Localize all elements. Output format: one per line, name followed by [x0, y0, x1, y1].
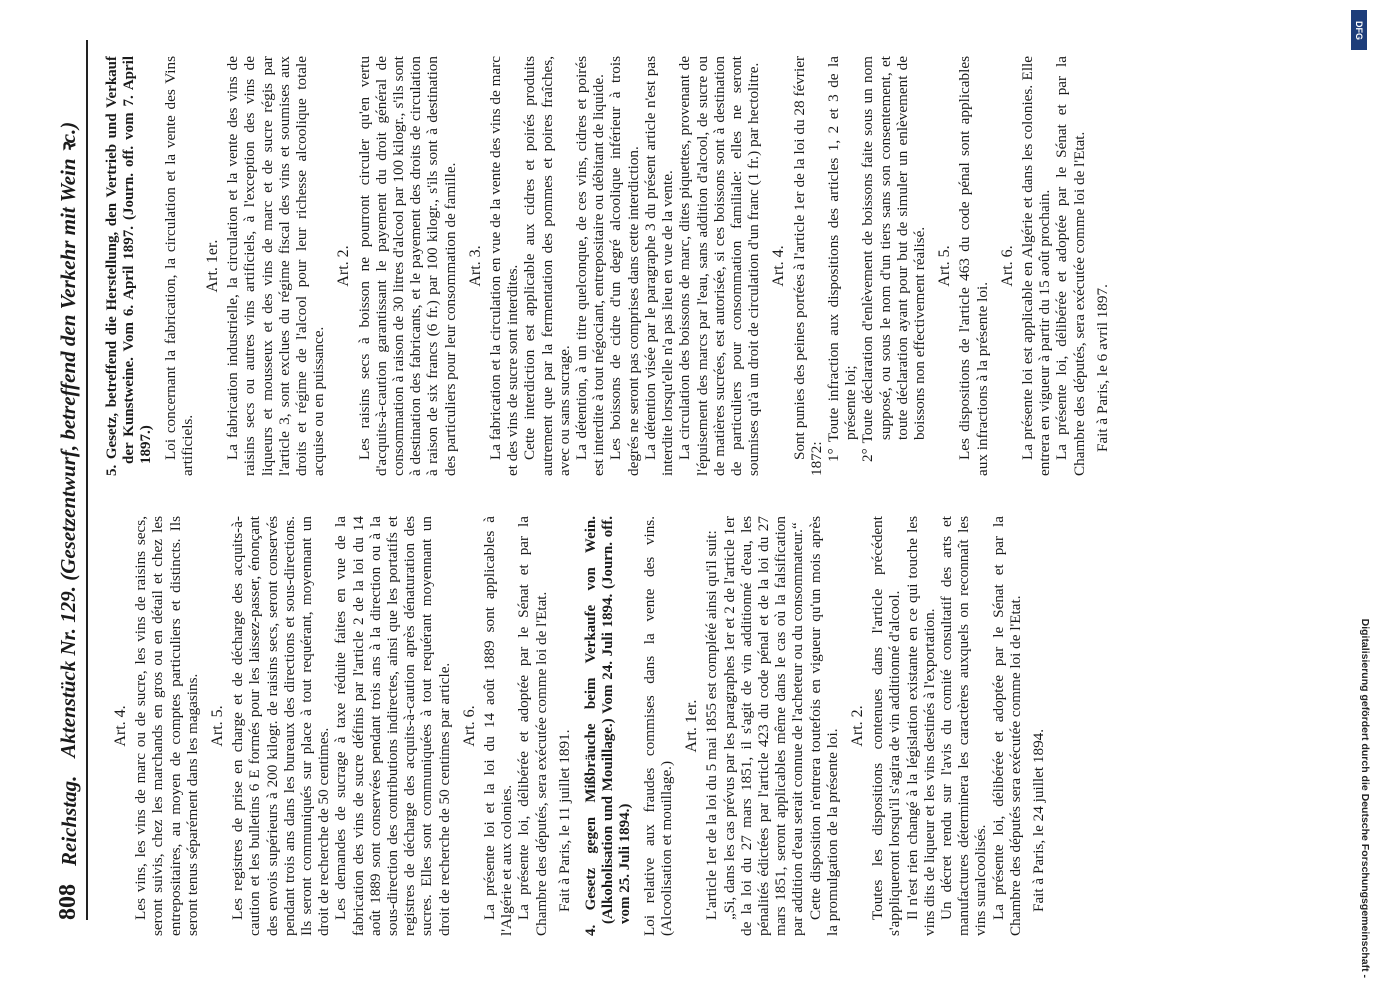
paragraph: L'article 1er de la loi du 5 mai 1855 est complété ainsi qu'il suit: [703, 530, 721, 920]
dfg-logo: DFG [1351, 10, 1367, 50]
article-heading: Art. 6. [998, 245, 1016, 287]
signature-date: Fait à Paris, le 24 juillet 1894. [1029, 728, 1047, 912]
paragraph: Il n'est rien changé à la législation existante en ce qui touche les vins dits de liqueur et les vins destinés à l'exportation. [903, 516, 938, 936]
right-column [104, 56, 1274, 476]
running-head-title: Aktenstück Nr. 129. (Gesetzentwurf, betreffend den Verkehr mit Wein ꝛc.) [56, 121, 80, 758]
article-heading: Art. 4. [770, 245, 788, 287]
paragraph: Un décret rendu sur l'avis du comité consultatif des arts et manufactures déterminera les caractères auxquels on reconnaît les vins suralcoolisés. [937, 516, 990, 936]
digitization-note: Digitalisierung gefördert durch die Deutsche Forschungsgemeinschaft - [1359, 618, 1371, 978]
paragraph: La présente loi, délibérée et adoptée par le Sénat et par la Chambre des députés sera exécutée comme loi de l'Etat. [989, 516, 1024, 936]
paragraph: Les vins, les vins de marc ou de sucre, les vins de raisins secs, seront suivis, chez les marchands en gros ou en détail et chez les entrepositaires, au moyen de comptes particuliers et distincts. Ils seront tenus séparément dans les magasins. [132, 516, 201, 936]
paragraph: Sont punies des peines portées à l'article 1er de la loi du 28 février 1872: [790, 56, 825, 476]
paragraph: Cette disposition n'entrera toutefois en vigueur qu'un mois après la promulgation de la présente loi. [806, 516, 841, 936]
paragraph: La fabrication industrielle, la circulation et la vente des vins de raisins secs ou autres vins artificiels, à l'exception des vins de liqueurs et mousseux et des vins de marc et de sucre régis par l'article 3, sont exclues du régime fiscal des vins et soumises aux droits et régime de l'alcool pour leur richesse alcoolique totale acquise ou en puissance. [224, 56, 328, 476]
article-heading: Art. 2. [335, 245, 353, 287]
running-head-reichstag: Reichstag. [57, 775, 81, 866]
page-header [48, 40, 88, 920]
paragraph: Les dispositions de l'article 463 du code pénal sont applicables aux infractions à la présente loi. [956, 56, 991, 476]
paragraph: Toutes les dispositions contenues dans l'article précédent s'appliqueront lorsqu'il s'agira de vin additionné d'alcool. [869, 516, 904, 936]
paragraph: La détention, à un titre quelconque, de ces vins, cidres et poirés est interdite à tout négociant, entrepositaire ou débitant de liquide. [573, 56, 608, 476]
paragraph: Les boissons de cidre d'un degré alcoolique inférieur à trois degrés ne seront pas comprises dans cette interdiction. [607, 56, 642, 476]
list-item: 1° Toute infraction aux dispositions des articles 1, 2 et 3 de la présente loi; [824, 56, 860, 462]
signature-date: Fait à Paris, le 6 avril 1897. [1093, 284, 1111, 452]
paragraph: Les raisins secs à boisson ne pourront circuler qu'en vertu d'acquits-à-caution garantissant le payement du droit général de consommation à raison de 30 litres d'alcool par 100 kilogr., s'ils sont à destination des fabricants, et le payement des droits de circulation à raison de six francs (6 fr.) par 100 kilogr., s'ils sont à destination des particuliers pour leur consommation de famille. [355, 56, 459, 476]
paragraph: La présente loi est applicable en Algérie et dans les colonies. Elle entrera en vigueur à partir du 15 août prochain. [1018, 56, 1054, 476]
law-title: 5. Gesetz, betreffend die Herstellung, den Vertrieb und Verkauf der Kunstweine. Vom 6. April 1897. (Journ. off. vom 7. April 1897.) [104, 56, 155, 476]
paragraph: La circulation des boissons de marc, dites piquettes, provenant de l'épuisement des marcs par l'eau, sans addition d'alcool, de sucre ou de matières sucrées, est autorisée, si ces boissons sont à destination de particuliers pour consommation familiale: elles ne seront soumises qu'à un droit de circulation d'un franc (1 fr.) par hectolitre. [676, 56, 763, 476]
paragraph: La présente loi, délibérée et adoptée par le Sénat et par la Chambre des députés, sera exécutée comme loi de l'Etat. [1053, 56, 1088, 476]
article-heading: Art. 5. [209, 705, 227, 747]
article-heading: Art. 3. [466, 245, 484, 287]
paragraph: Les demandes de sucrage à taxe réduite faites en vue de la fabrication des vins de sucre définis par l'article 2 de la loi du 14 août 1889 sont conservées pendant trois ans à la direction ou à la sous-direction des contributions indirectes, ainsi que les portatifs et registres de décharge des acquits-à-caution après dénaturation des sucres. Elles sont communiquées à tout requérant moyennant un droit de recherche de 50 centimes par article. [332, 516, 453, 936]
article-heading: Art. 6. [460, 705, 478, 747]
digitization-sidebar [1349, 0, 1377, 1000]
law-title: 4. Gesetz gegen Mißbräuche beim Verkaufe von Wein. (Alkoholisation und Mouillage.) Vom 24. Juli 1894. (Journ. off. vom 25. Juli 1894.) [583, 516, 634, 936]
paragraph: Cette interdiction est applicable aux cidres et poirés produits autrement que par la fermentation des pommes et poires fraîches, avec ou sans sucrage. [521, 56, 573, 476]
law-heading: Loi relative aux fraudes commises dans la vente des vins. (Alcoolisation et mouillage.) [640, 516, 675, 936]
paragraph: La présente loi et la loi du 14 août 1889 sont applicables à l'Algérie et aux colonies. [481, 516, 516, 936]
page-number: 808 [55, 884, 81, 920]
left-column [104, 516, 1274, 936]
signature-date: Fait à Paris, le 11 juillet 1891. [555, 729, 573, 912]
article-heading: Art. 1er. [683, 699, 701, 753]
article-heading: Art. 1er. [204, 239, 222, 293]
list-item: 2° Toute déclaration d'enlèvement de boissons faite sous un nom supposé, ou sous le nom d'un tiers sans son consentement, et toute déclaration ayant pour but de simuler un enlèvement de boissons non effectivement réalisé. [859, 56, 928, 462]
paragraph: Les registres de prise en charge et de décharge des acquits-à-caution et les bulletins 6 E formés pour les laissez-passer, énonçant des envois supérieurs à 200 kilogr. de raisins secs, seront conservés pendant trois ans dans les bureaux des directions et sous-directions. Ils seront communiqués sur place à tout requérant, moyennant un droit de recherche de 50 centimes. [229, 516, 333, 936]
article-heading: Art. 4. [112, 705, 129, 747]
article-heading: Art. 5. [936, 245, 954, 287]
paragraph: La fabrication et la circulation en vue de la vente des vins de marc et des vins de sucre sont interdites. [487, 56, 522, 476]
paragraph: La présente loi, délibérée et adoptée par le Sénat et par la Chambre des députés, sera exécutée comme loi de l'Etat. [515, 516, 550, 936]
paragraph: „Si, dans les cas prévus par les paragraphes 1er et 2 de l'article 1er de la loi du 27 mars 1851, il s'agit de vin additionné d'eau, les pénalités édictées par l'article 423 du code pénal et de la loi du 27 mars 1851, seront applicables même dans le cas où la falsification par addition d'eau serait connue de l'acheteur ou du consommateur.“ [720, 516, 807, 936]
article-heading: Art. 2. [848, 705, 866, 747]
paragraph: La détention visée par le paragraphe 3 du présent article n'est pas interdite lorsqu'elle n'a pas lieu en vue de la vente. [641, 56, 677, 476]
law-heading: Loi concernant la fabrication, la circulation et la vente des Vins artificiels. [161, 56, 196, 476]
